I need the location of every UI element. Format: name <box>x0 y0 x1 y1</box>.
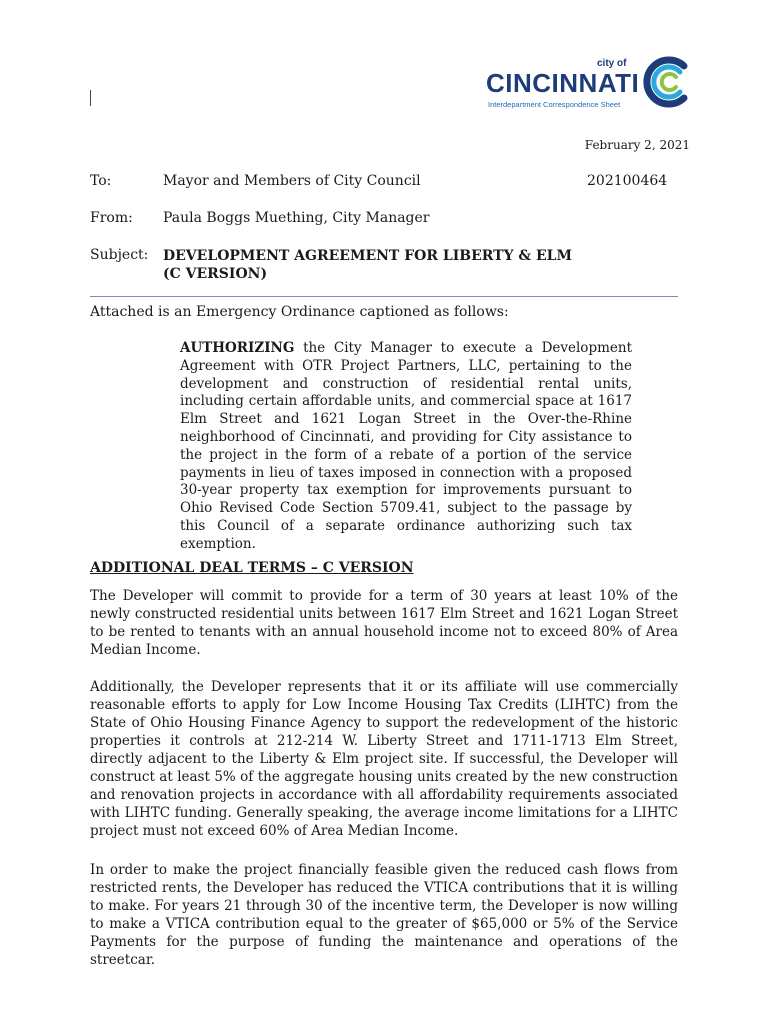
subject-value <box>163 247 572 283</box>
logo-c-swirl-icon <box>638 54 694 110</box>
to-value: Mayor and Members of City Council <box>163 173 421 189</box>
paragraph-3: In order to make the project financially feasible given the reduced cash flows from restricted rents, the Developer has reduced the VTICA contributions that it is willing to make. For years 21 through 30 of the incentive term, the Developer is now willing to make a VTICA contribution equal to the greater of $65,000 or 5% of the Service Payments for the purpose of funding the maintenance and operations of the streetcar. <box>90 862 678 968</box>
header-divider <box>90 296 678 297</box>
paragraph-2: Additionally, the Developer represents that it or its affiliate will use commercially reasonable efforts to apply for Low Income Housing Tax Credits (LIHTC) from the State of Ohio Housing Finance Agency to support the redevelopment of the historic properties it controls at 212-214 W. Liberty Street and 1711-1713 Elm Street, directly adjacent to the Liberty & Elm project site. If successful, the Developer will construct at least 5% of the aggregate housing units created by the new construction and renovation projects in accordance with all affordability requirements associated with LIHTC funding. Generally speaking, the average income limitations for a LIHTC project must not exceed 60% of Area Median Income. <box>90 679 678 839</box>
city-logo <box>484 54 696 116</box>
paragraph-1: The Developer will commit to provide for a term of 30 years at least 10% of the newly constructed residential units between 1617 Elm Street and 1621 Logan Street to be rented to tenants with an annual household income not to exceed 80% of Area Median Income. <box>90 588 678 658</box>
section-heading: ADDITIONAL DEAL TERMS – C VERSION <box>90 560 414 576</box>
intro-text: Attached is an Emergency Ordinance captioned as follows: <box>90 304 509 320</box>
from-value: Paula Boggs Muething, City Manager <box>163 210 430 226</box>
logo-city-of: city of <box>597 58 627 69</box>
subject-label: Subject: <box>90 247 149 263</box>
reference-number: 202100464 <box>587 173 668 189</box>
logo-tagline: Interdepartment Correspondence Sheet <box>488 100 621 109</box>
memo-date: February 2, 2021 <box>584 138 690 152</box>
subject-line-1: DEVELOPMENT AGREEMENT FOR LIBERTY & ELM <box>163 248 572 264</box>
to-label: To: <box>90 173 112 189</box>
subject-line-2: (C VERSION) <box>163 266 268 282</box>
logo-cincinnati: CINCINNATI <box>486 68 640 98</box>
caption-lead-word: AUTHORIZING <box>180 340 295 356</box>
ordinance-caption <box>180 340 632 554</box>
text-cursor <box>90 90 91 106</box>
from-label: From: <box>90 210 133 226</box>
caption-text: the City Manager to execute a Development Agreement with OTR Project Partners, LLC, pertaining to the development and construction of residential rental units, including certain affordable units, and commercial space at 1617 Elm Street and 1621 Logan Street in the Over-the-Rhine neighborhood of Cincinnati, and providing for City assistance to the project in the form of a rebate of a portion of the service payments in lieu of taxes imposed in connection with a proposed 30-year property tax exemption for improvements pursuant to Ohio Revised Code Section 5709.41, subject to the passage by this Council of a separate ordinance authorizing such tax exemption. <box>180 340 632 552</box>
